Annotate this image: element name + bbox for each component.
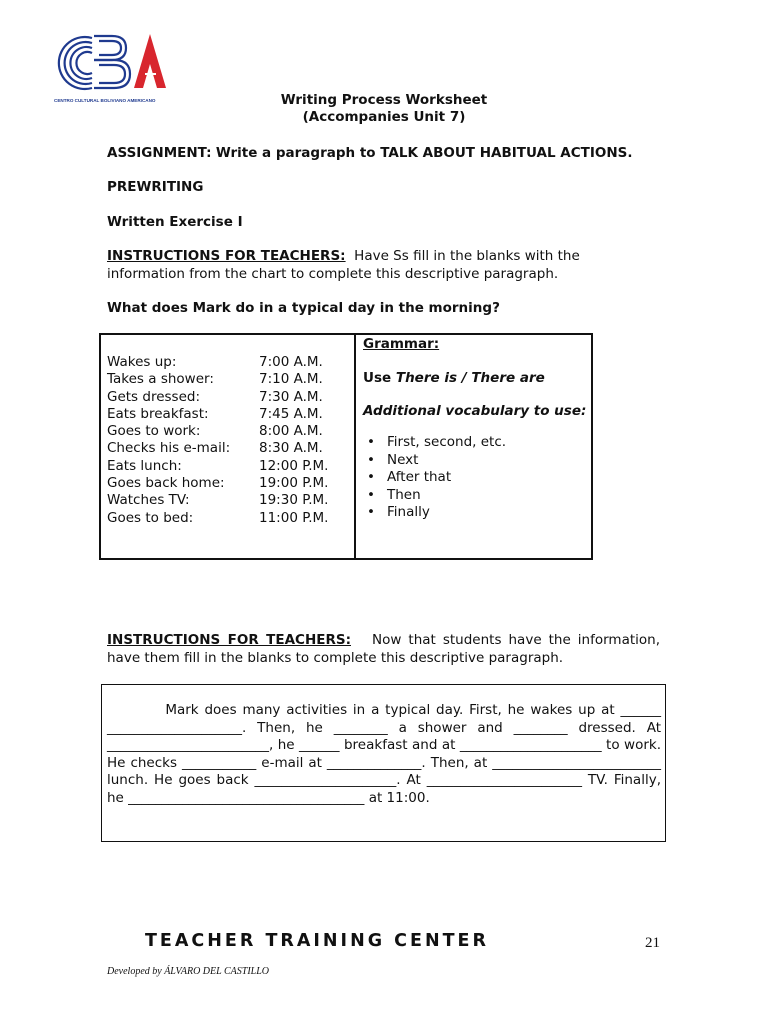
- question: What does Mark do in a typical day in the morning?: [107, 300, 500, 316]
- exercise-heading: Written Exercise I: [107, 214, 243, 230]
- vocab-list: [363, 434, 588, 522]
- instructions-1-line1: Have Ss fill in the blanks with the: [354, 248, 580, 264]
- logo-caption: CENTRO CULTURAL BOLIVIANO AMERICANO: [54, 98, 156, 103]
- grammar-use-structure: There is / There are: [395, 370, 545, 386]
- schedule-activity: Eats breakfast:: [107, 405, 209, 422]
- schedule-time: 8:30 A.M.: [259, 440, 323, 457]
- instructions-1: [107, 248, 667, 283]
- schedule-grammar-box: [99, 333, 593, 560]
- schedule-row: [107, 354, 347, 371]
- worksheet-title: Writing Process Worksheet: [280, 92, 488, 108]
- schedule-activity: Goes to work:: [107, 423, 201, 440]
- vocab-item: • First, second, etc.: [363, 434, 588, 452]
- grammar-use: [363, 370, 588, 386]
- schedule-row: [107, 406, 347, 423]
- schedule-row: [107, 458, 347, 475]
- schedule-activity: Checks his e-mail:: [107, 440, 231, 457]
- instructions-2-label: INSTRUCTIONS FOR TEACHERS:: [107, 632, 351, 648]
- footer-center: TEACHER TRAINING CENTER: [145, 931, 489, 951]
- assignment: [107, 145, 632, 161]
- schedule-time: 19:30 P.M.: [259, 492, 329, 509]
- schedule-activity: Gets dressed:: [107, 388, 201, 405]
- schedule-list: [107, 354, 347, 527]
- prewriting-heading: PREWRITING: [107, 179, 204, 195]
- vocab-item: • Next: [363, 452, 588, 470]
- schedule-row: [107, 475, 347, 492]
- schedule-time: 12:00 P.M.: [259, 457, 329, 474]
- schedule-time: 11:00 P.M.: [259, 509, 329, 526]
- schedule-time: 7:00 A.M.: [259, 354, 323, 370]
- schedule-activity: Watches TV:: [107, 492, 190, 509]
- grammar-use-prefix: Use: [363, 370, 396, 386]
- schedule-row: [107, 371, 347, 388]
- schedule-row: [107, 510, 347, 527]
- instructions-2: [107, 631, 660, 667]
- schedule-activity: Wakes up:: [107, 354, 177, 370]
- schedule-row: [107, 389, 347, 406]
- schedule-activity: Goes to bed:: [107, 509, 194, 526]
- schedule-row: [107, 423, 347, 440]
- schedule-activity: Eats lunch:: [107, 457, 182, 474]
- schedule-activity: Goes back home:: [107, 475, 225, 492]
- schedule-time: 8:00 A.M.: [259, 423, 323, 440]
- page-number: 21: [645, 935, 660, 951]
- vocab-item: • After that: [363, 469, 588, 487]
- schedule-time: 7:10 A.M.: [259, 371, 323, 388]
- schedule-row: [107, 492, 347, 509]
- schedule-time: 7:30 A.M.: [259, 388, 323, 405]
- worksheet-subtitle: (Accompanies Unit 7): [302, 109, 466, 125]
- assignment-label: ASSIGNMENT:: [107, 145, 212, 161]
- vocab-heading: Additional vocabulary to use:: [363, 403, 587, 419]
- instructions-1-label: INSTRUCTIONS FOR TEACHERS:: [107, 248, 346, 264]
- fill-in-paragraph: Mark does many activities in a typical day. First, he wakes up at ______ ____________________. Then, he ________ a shower and ________ dressed. At ________________________, he ______ breakfast and at _____________________ to work. He checks ___________ e-mail at ______________. Then, at _________________________ lunch. He goes back _____________________. At _______________________ TV. Finally, he ___________________________________ at 11:00.: [107, 702, 661, 806]
- schedule-activity: Takes a shower:: [107, 371, 214, 388]
- schedule-time: 19:00 P.M.: [259, 475, 329, 492]
- box-divider: [354, 335, 356, 558]
- assignment-text: Write a paragraph to TALK ABOUT HABITUAL ACTIONS.: [215, 145, 633, 161]
- instructions-2-text: Now that students have the information, have them fill in the blanks to complete this descriptive paragraph.: [107, 632, 660, 666]
- instructions-1-line2: information from the chart to complete this descriptive paragraph.: [107, 265, 559, 282]
- schedule-time: 7:45 A.M.: [259, 405, 323, 422]
- developed-by: Developed by ÁLVARO DEL CASTILLO: [107, 966, 270, 977]
- grammar-panel: [363, 336, 588, 522]
- schedule-row: [107, 440, 347, 457]
- grammar-title: Grammar:: [363, 336, 440, 352]
- vocab-item: • Finally: [363, 504, 588, 522]
- vocab-item: • Then: [363, 487, 588, 505]
- paragraph-box: [101, 684, 666, 842]
